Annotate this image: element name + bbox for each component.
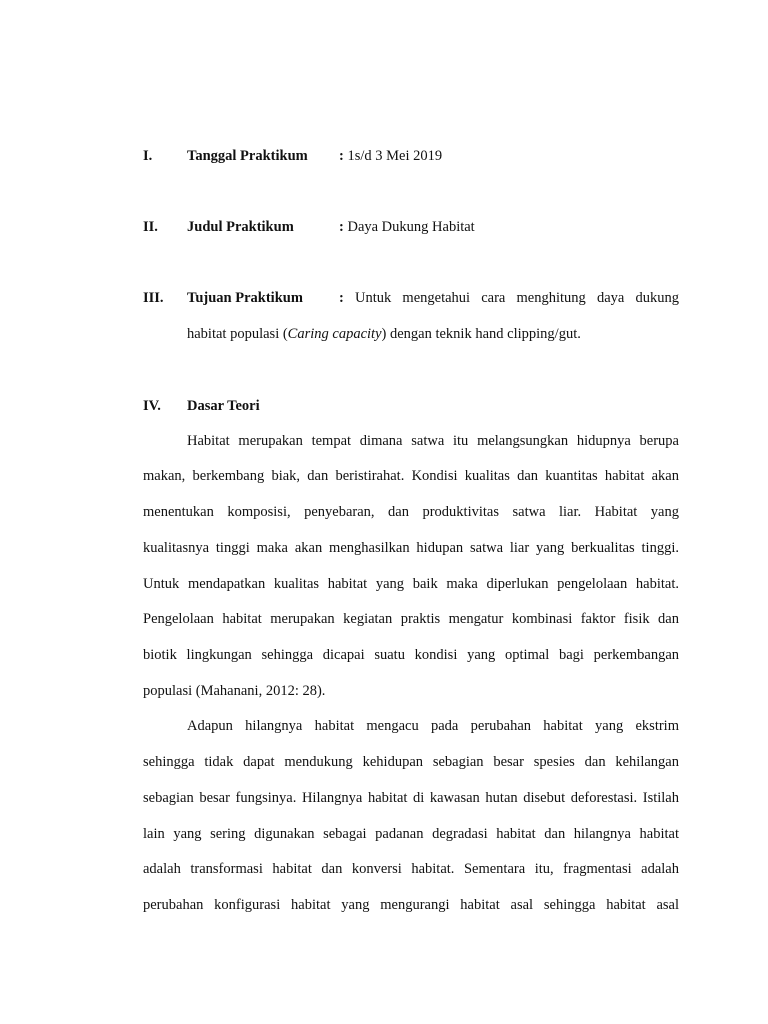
section-2-label: Judul Praktikum — [187, 219, 294, 235]
section-4-number: IV. — [143, 398, 161, 414]
section-3-colon: : — [339, 290, 344, 306]
section-1-date: 1s/d 3 Mei 2019 — [347, 148, 443, 164]
paragraph-2-line-5: adalah transformasi habitat dan konversi habitat. Sementara itu, fragmentasi adalah — [143, 861, 679, 877]
paragraph-2-line-2: sehingga tidak dapat mendukung kehidupan sebagian besar spesies dan kehilangan — [143, 754, 679, 770]
section-1-colon: : — [339, 148, 344, 164]
section-2-number: II. — [143, 219, 158, 235]
paragraph-1-line-5: Untuk mendapatkan kualitas habitat yang baik maka diperlukan pengelolaan habitat. — [143, 576, 679, 592]
section-2-colon: : — [339, 219, 344, 235]
section-1-value — [339, 147, 442, 165]
section-1-number: I. — [143, 148, 153, 164]
section-3-value-line-2 — [187, 325, 581, 343]
paragraph-1-line-3: menentukan komposisi, penyebaran, dan produktivitas satwa liar. Habitat yang — [143, 504, 679, 520]
section-3-number: III. — [143, 290, 164, 306]
paragraph-1-line-8: populasi (Mahanani, 2012: 28). — [143, 683, 326, 699]
section-3-objective: Untuk mengetahui cara menghitung daya dukung — [355, 290, 679, 306]
section-2-value — [339, 218, 475, 236]
paragraph-1-line-7: biotik lingkungan sehingga dicapai suatu kondisi yang optimal bagi perkembangan — [143, 647, 679, 663]
paragraph-2-line-6: perubahan konfigurasi habitat yang mengurangi habitat asal sehingga habitat asal — [143, 897, 679, 913]
paragraph-1-line-2: makan, berkembang biak, dan beristirahat. Kondisi kualitas dan kuantitas habitat akan — [143, 468, 679, 484]
paragraph-1-line-6: Pengelolaan habitat merupakan kegiatan praktis mengatur kombinasi faktor fisik dan — [143, 611, 679, 627]
section-3-line-2-pre: habitat populasi ( — [187, 326, 288, 342]
paragraph-2-line-4: lain yang sering digunakan sebagai padanan degradasi habitat dan hilangnya habitat — [143, 826, 679, 842]
section-3-label: Tujuan Praktikum — [187, 290, 303, 306]
section-2-title: Daya Dukung Habitat — [347, 219, 475, 235]
section-1-label: Tanggal Praktikum — [187, 148, 308, 164]
section-3-value-line-1 — [339, 289, 679, 307]
section-3-italic-term: Caring capacity — [287, 326, 382, 342]
paragraph-1-line-4: kualitasnya tinggi maka akan menghasilkan hidupan satwa liar yang berkualitas tinggi. — [143, 540, 679, 556]
paragraph-2-line-1: Adapun hilangnya habitat mengacu pada perubahan habitat yang ekstrim — [187, 718, 679, 734]
paragraph-1-line-1: Habitat merupakan tempat dimana satwa itu melangsungkan hidupnya berupa — [187, 433, 679, 449]
section-3-line-2-post: ) dengan teknik hand clipping/gut. — [381, 326, 581, 342]
paragraph-2-line-3: sebagian besar fungsinya. Hilangnya habitat di kawasan hutan disebut deforestasi. Istilah — [143, 790, 679, 806]
section-4-label: Dasar Teori — [187, 398, 260, 414]
